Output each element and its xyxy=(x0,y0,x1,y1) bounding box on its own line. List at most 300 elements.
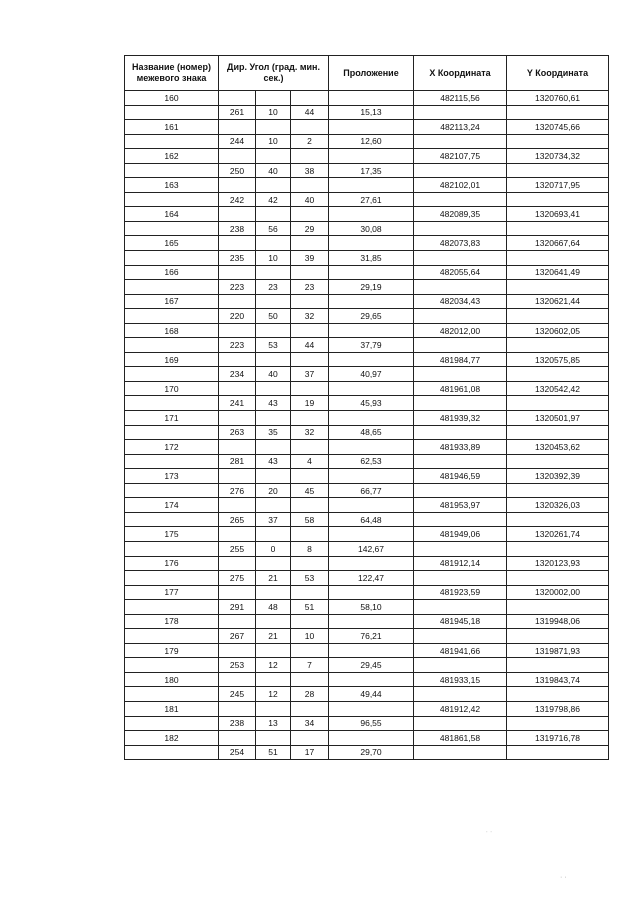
angle-degrees: 267 xyxy=(219,629,256,644)
empty-cell xyxy=(219,469,256,484)
empty-cell xyxy=(507,221,609,236)
empty-cell xyxy=(507,251,609,266)
y-coordinate: 1320602,05 xyxy=(507,323,609,338)
angle-seconds: 4 xyxy=(291,454,329,469)
point-name: 167 xyxy=(125,294,219,309)
angle-minutes: 0 xyxy=(256,541,291,556)
empty-cell xyxy=(414,338,507,353)
segment-row xyxy=(125,425,609,440)
angle-degrees: 265 xyxy=(219,512,256,527)
empty-cell xyxy=(256,236,291,251)
y-coordinate: 1319716,78 xyxy=(507,731,609,746)
segment-length: 15,13 xyxy=(329,105,414,120)
point-name: 165 xyxy=(125,236,219,251)
empty-cell xyxy=(125,163,219,178)
empty-cell xyxy=(219,178,256,193)
empty-cell xyxy=(291,556,329,571)
angle-seconds: 37 xyxy=(291,367,329,382)
segment-length: 66,77 xyxy=(329,483,414,498)
empty-cell xyxy=(414,105,507,120)
x-coordinate: 482012,00 xyxy=(414,323,507,338)
segment-length: 40,97 xyxy=(329,367,414,382)
x-coordinate: 481953,97 xyxy=(414,498,507,513)
empty-cell xyxy=(291,149,329,164)
empty-cell xyxy=(291,498,329,513)
point-row xyxy=(125,701,609,716)
x-coordinate: 481861,58 xyxy=(414,731,507,746)
angle-minutes: 43 xyxy=(256,396,291,411)
empty-cell xyxy=(291,323,329,338)
angle-degrees: 275 xyxy=(219,571,256,586)
x-coordinate: 481949,06 xyxy=(414,527,507,542)
empty-cell xyxy=(329,207,414,222)
angle-seconds: 23 xyxy=(291,280,329,295)
point-name: 170 xyxy=(125,381,219,396)
empty-cell xyxy=(414,192,507,207)
empty-cell xyxy=(507,600,609,615)
angle-degrees: 263 xyxy=(219,425,256,440)
point-name: 179 xyxy=(125,643,219,658)
empty-cell xyxy=(125,134,219,149)
empty-cell xyxy=(256,643,291,658)
empty-cell xyxy=(414,251,507,266)
angle-degrees: 234 xyxy=(219,367,256,382)
table-body xyxy=(125,91,609,760)
angle-minutes: 20 xyxy=(256,483,291,498)
segment-row xyxy=(125,309,609,324)
angle-minutes: 13 xyxy=(256,716,291,731)
y-coordinate: 1320542,42 xyxy=(507,381,609,396)
segment-length: 17,35 xyxy=(329,163,414,178)
empty-cell xyxy=(291,731,329,746)
empty-cell xyxy=(219,91,256,106)
angle-minutes: 23 xyxy=(256,280,291,295)
empty-cell xyxy=(125,425,219,440)
point-name: 169 xyxy=(125,352,219,367)
segment-row xyxy=(125,396,609,411)
empty-cell xyxy=(256,178,291,193)
empty-cell xyxy=(507,163,609,178)
empty-cell xyxy=(219,207,256,222)
segment-row xyxy=(125,541,609,556)
angle-seconds: 28 xyxy=(291,687,329,702)
y-coordinate: 1320760,61 xyxy=(507,91,609,106)
angle-degrees: 281 xyxy=(219,454,256,469)
empty-cell xyxy=(125,571,219,586)
segment-length: 48,65 xyxy=(329,425,414,440)
segment-length: 29,19 xyxy=(329,280,414,295)
empty-cell xyxy=(414,163,507,178)
y-coordinate: 1320717,95 xyxy=(507,178,609,193)
empty-cell xyxy=(507,192,609,207)
empty-cell xyxy=(291,527,329,542)
point-row xyxy=(125,498,609,513)
boundary-coordinates-table xyxy=(124,55,609,760)
angle-seconds: 38 xyxy=(291,163,329,178)
point-name: 162 xyxy=(125,149,219,164)
empty-cell xyxy=(291,381,329,396)
x-coordinate: 482073,83 xyxy=(414,236,507,251)
segment-row xyxy=(125,134,609,149)
empty-cell xyxy=(125,541,219,556)
empty-cell xyxy=(125,396,219,411)
point-name: 161 xyxy=(125,120,219,135)
empty-cell xyxy=(329,498,414,513)
y-coordinate: 1319948,06 xyxy=(507,614,609,629)
point-row xyxy=(125,149,609,164)
empty-cell xyxy=(256,294,291,309)
empty-cell xyxy=(329,701,414,716)
empty-cell xyxy=(219,236,256,251)
empty-cell xyxy=(256,731,291,746)
segment-row xyxy=(125,367,609,382)
angle-degrees: 276 xyxy=(219,483,256,498)
point-name: 178 xyxy=(125,614,219,629)
angle-degrees: 253 xyxy=(219,658,256,673)
y-coordinate: 1320326,03 xyxy=(507,498,609,513)
empty-cell xyxy=(256,323,291,338)
empty-cell xyxy=(507,658,609,673)
segment-length: 29,65 xyxy=(329,309,414,324)
point-name: 172 xyxy=(125,440,219,455)
empty-cell xyxy=(125,483,219,498)
angle-seconds: 58 xyxy=(291,512,329,527)
y-coordinate: 1319871,93 xyxy=(507,643,609,658)
x-coordinate: 481912,14 xyxy=(414,556,507,571)
y-coordinate: 1320641,49 xyxy=(507,265,609,280)
empty-cell xyxy=(329,411,414,426)
point-name: 168 xyxy=(125,323,219,338)
empty-cell xyxy=(256,498,291,513)
empty-cell xyxy=(507,687,609,702)
segment-row xyxy=(125,338,609,353)
point-row xyxy=(125,672,609,687)
angle-seconds: 29 xyxy=(291,221,329,236)
point-row xyxy=(125,731,609,746)
empty-cell xyxy=(414,454,507,469)
empty-cell xyxy=(329,236,414,251)
angle-degrees: 291 xyxy=(219,600,256,615)
empty-cell xyxy=(219,381,256,396)
empty-cell xyxy=(219,411,256,426)
point-row xyxy=(125,556,609,571)
empty-cell xyxy=(329,381,414,396)
angle-minutes: 40 xyxy=(256,163,291,178)
x-coordinate: 481923,59 xyxy=(414,585,507,600)
empty-cell xyxy=(219,323,256,338)
segment-length: 64,48 xyxy=(329,512,414,527)
angle-minutes: 48 xyxy=(256,600,291,615)
empty-cell xyxy=(329,294,414,309)
angle-degrees: 238 xyxy=(219,221,256,236)
point-name: 175 xyxy=(125,527,219,542)
empty-cell xyxy=(291,672,329,687)
empty-cell xyxy=(219,294,256,309)
empty-cell xyxy=(125,454,219,469)
segment-row xyxy=(125,512,609,527)
empty-cell xyxy=(329,469,414,484)
segment-length: 76,21 xyxy=(329,629,414,644)
empty-cell xyxy=(256,149,291,164)
point-name: 176 xyxy=(125,556,219,571)
empty-cell xyxy=(291,352,329,367)
angle-degrees: 254 xyxy=(219,745,256,760)
segment-row xyxy=(125,745,609,760)
segment-length: 142,67 xyxy=(329,541,414,556)
empty-cell xyxy=(507,338,609,353)
point-name: 180 xyxy=(125,672,219,687)
x-coordinate: 482055,64 xyxy=(414,265,507,280)
empty-cell xyxy=(256,469,291,484)
angle-seconds: 10 xyxy=(291,629,329,644)
x-coordinate: 482102,01 xyxy=(414,178,507,193)
empty-cell xyxy=(329,352,414,367)
empty-cell xyxy=(256,91,291,106)
empty-cell xyxy=(291,207,329,222)
empty-cell xyxy=(125,338,219,353)
point-row xyxy=(125,265,609,280)
empty-cell xyxy=(291,440,329,455)
empty-cell xyxy=(125,629,219,644)
angle-minutes: 21 xyxy=(256,571,291,586)
point-name: 182 xyxy=(125,731,219,746)
angle-seconds: 2 xyxy=(291,134,329,149)
empty-cell xyxy=(256,207,291,222)
x-coordinate: 481939,32 xyxy=(414,411,507,426)
segment-row xyxy=(125,629,609,644)
point-row xyxy=(125,120,609,135)
empty-cell xyxy=(219,731,256,746)
empty-cell xyxy=(125,687,219,702)
empty-cell xyxy=(329,323,414,338)
segment-length: 49,44 xyxy=(329,687,414,702)
empty-cell xyxy=(507,629,609,644)
point-row xyxy=(125,440,609,455)
y-coordinate: 1319843,74 xyxy=(507,672,609,687)
angle-minutes: 10 xyxy=(256,105,291,120)
y-coordinate: 1320261,74 xyxy=(507,527,609,542)
y-coordinate: 1320392,39 xyxy=(507,469,609,484)
angle-degrees: 220 xyxy=(219,309,256,324)
point-row xyxy=(125,527,609,542)
angle-seconds: 44 xyxy=(291,105,329,120)
x-coordinate: 481945,18 xyxy=(414,614,507,629)
empty-cell xyxy=(507,716,609,731)
empty-cell xyxy=(414,309,507,324)
empty-cell xyxy=(125,512,219,527)
x-coordinate: 482115,56 xyxy=(414,91,507,106)
angle-degrees: 244 xyxy=(219,134,256,149)
empty-cell xyxy=(329,556,414,571)
segment-length: 122,47 xyxy=(329,571,414,586)
point-name: 174 xyxy=(125,498,219,513)
empty-cell xyxy=(256,265,291,280)
segment-row xyxy=(125,221,609,236)
empty-cell xyxy=(256,120,291,135)
segment-length: 31,85 xyxy=(329,251,414,266)
point-row xyxy=(125,323,609,338)
angle-seconds: 32 xyxy=(291,309,329,324)
empty-cell xyxy=(291,178,329,193)
header-y-coordinate: Y Координата xyxy=(507,56,609,91)
angle-minutes: 12 xyxy=(256,687,291,702)
empty-cell xyxy=(414,687,507,702)
angle-minutes: 42 xyxy=(256,192,291,207)
empty-cell xyxy=(219,643,256,658)
segment-row xyxy=(125,163,609,178)
point-name: 181 xyxy=(125,701,219,716)
point-name: 164 xyxy=(125,207,219,222)
angle-degrees: 255 xyxy=(219,541,256,556)
empty-cell xyxy=(291,265,329,280)
empty-cell xyxy=(507,309,609,324)
empty-cell xyxy=(219,672,256,687)
empty-cell xyxy=(125,367,219,382)
point-name: 173 xyxy=(125,469,219,484)
empty-cell xyxy=(507,367,609,382)
y-coordinate: 1320621,44 xyxy=(507,294,609,309)
empty-cell xyxy=(329,91,414,106)
empty-cell xyxy=(256,352,291,367)
empty-cell xyxy=(507,280,609,295)
empty-cell xyxy=(507,483,609,498)
angle-degrees: 235 xyxy=(219,251,256,266)
empty-cell xyxy=(291,236,329,251)
y-coordinate: 1320501,97 xyxy=(507,411,609,426)
x-coordinate: 481933,89 xyxy=(414,440,507,455)
empty-cell xyxy=(256,614,291,629)
x-coordinate: 482089,35 xyxy=(414,207,507,222)
angle-degrees: 242 xyxy=(219,192,256,207)
empty-cell xyxy=(329,731,414,746)
empty-cell xyxy=(219,556,256,571)
angle-seconds: 8 xyxy=(291,541,329,556)
segment-row xyxy=(125,483,609,498)
table-header-row xyxy=(125,56,609,91)
segment-row xyxy=(125,571,609,586)
x-coordinate: 481984,77 xyxy=(414,352,507,367)
angle-seconds: 17 xyxy=(291,745,329,760)
empty-cell xyxy=(414,425,507,440)
empty-cell xyxy=(256,527,291,542)
scan-noise-mark: ˙ ˙ xyxy=(486,832,493,839)
empty-cell xyxy=(414,134,507,149)
empty-cell xyxy=(329,178,414,193)
point-row xyxy=(125,207,609,222)
scan-noise-mark: · · xyxy=(560,874,567,881)
empty-cell xyxy=(219,120,256,135)
segment-row xyxy=(125,280,609,295)
segment-length: 37,79 xyxy=(329,338,414,353)
empty-cell xyxy=(125,716,219,731)
angle-degrees: 238 xyxy=(219,716,256,731)
empty-cell xyxy=(329,265,414,280)
segment-length: 12,60 xyxy=(329,134,414,149)
empty-cell xyxy=(256,556,291,571)
empty-cell xyxy=(414,512,507,527)
segment-row xyxy=(125,658,609,673)
empty-cell xyxy=(256,701,291,716)
y-coordinate: 1320002,00 xyxy=(507,585,609,600)
empty-cell xyxy=(125,105,219,120)
header-point-name: Название (номер) межевого знака xyxy=(125,56,219,91)
empty-cell xyxy=(329,643,414,658)
empty-cell xyxy=(256,411,291,426)
angle-seconds: 53 xyxy=(291,571,329,586)
empty-cell xyxy=(291,120,329,135)
point-row xyxy=(125,614,609,629)
angle-minutes: 51 xyxy=(256,745,291,760)
empty-cell xyxy=(256,672,291,687)
point-row xyxy=(125,643,609,658)
segment-row xyxy=(125,454,609,469)
x-coordinate: 481933,15 xyxy=(414,672,507,687)
segment-row xyxy=(125,687,609,702)
angle-seconds: 32 xyxy=(291,425,329,440)
angle-minutes: 50 xyxy=(256,309,291,324)
y-coordinate: 1320734,32 xyxy=(507,149,609,164)
point-row xyxy=(125,585,609,600)
empty-cell xyxy=(507,512,609,527)
segment-length: 29,45 xyxy=(329,658,414,673)
x-coordinate: 482113,24 xyxy=(414,120,507,135)
empty-cell xyxy=(507,571,609,586)
point-row xyxy=(125,294,609,309)
empty-cell xyxy=(414,745,507,760)
point-row xyxy=(125,469,609,484)
angle-seconds: 34 xyxy=(291,716,329,731)
segment-length: 29,70 xyxy=(329,745,414,760)
empty-cell xyxy=(219,149,256,164)
empty-cell xyxy=(125,658,219,673)
x-coordinate: 482034,43 xyxy=(414,294,507,309)
point-row xyxy=(125,236,609,251)
angle-minutes: 40 xyxy=(256,367,291,382)
empty-cell xyxy=(329,149,414,164)
angle-minutes: 56 xyxy=(256,221,291,236)
empty-cell xyxy=(414,571,507,586)
header-length: Проложение xyxy=(329,56,414,91)
empty-cell xyxy=(291,294,329,309)
empty-cell xyxy=(125,251,219,266)
angle-minutes: 21 xyxy=(256,629,291,644)
point-name: 163 xyxy=(125,178,219,193)
empty-cell xyxy=(507,396,609,411)
segment-row xyxy=(125,600,609,615)
empty-cell xyxy=(414,483,507,498)
empty-cell xyxy=(256,585,291,600)
empty-cell xyxy=(507,105,609,120)
angle-degrees: 261 xyxy=(219,105,256,120)
empty-cell xyxy=(507,134,609,149)
empty-cell xyxy=(219,440,256,455)
y-coordinate: 1320123,93 xyxy=(507,556,609,571)
point-name: 171 xyxy=(125,411,219,426)
empty-cell xyxy=(291,411,329,426)
empty-cell xyxy=(291,701,329,716)
point-row xyxy=(125,178,609,193)
y-coordinate: 1320745,66 xyxy=(507,120,609,135)
empty-cell xyxy=(219,701,256,716)
segment-length: 62,53 xyxy=(329,454,414,469)
angle-minutes: 10 xyxy=(256,134,291,149)
segment-length: 96,55 xyxy=(329,716,414,731)
empty-cell xyxy=(291,643,329,658)
angle-minutes: 53 xyxy=(256,338,291,353)
angle-seconds: 51 xyxy=(291,600,329,615)
angle-degrees: 241 xyxy=(219,396,256,411)
empty-cell xyxy=(291,585,329,600)
